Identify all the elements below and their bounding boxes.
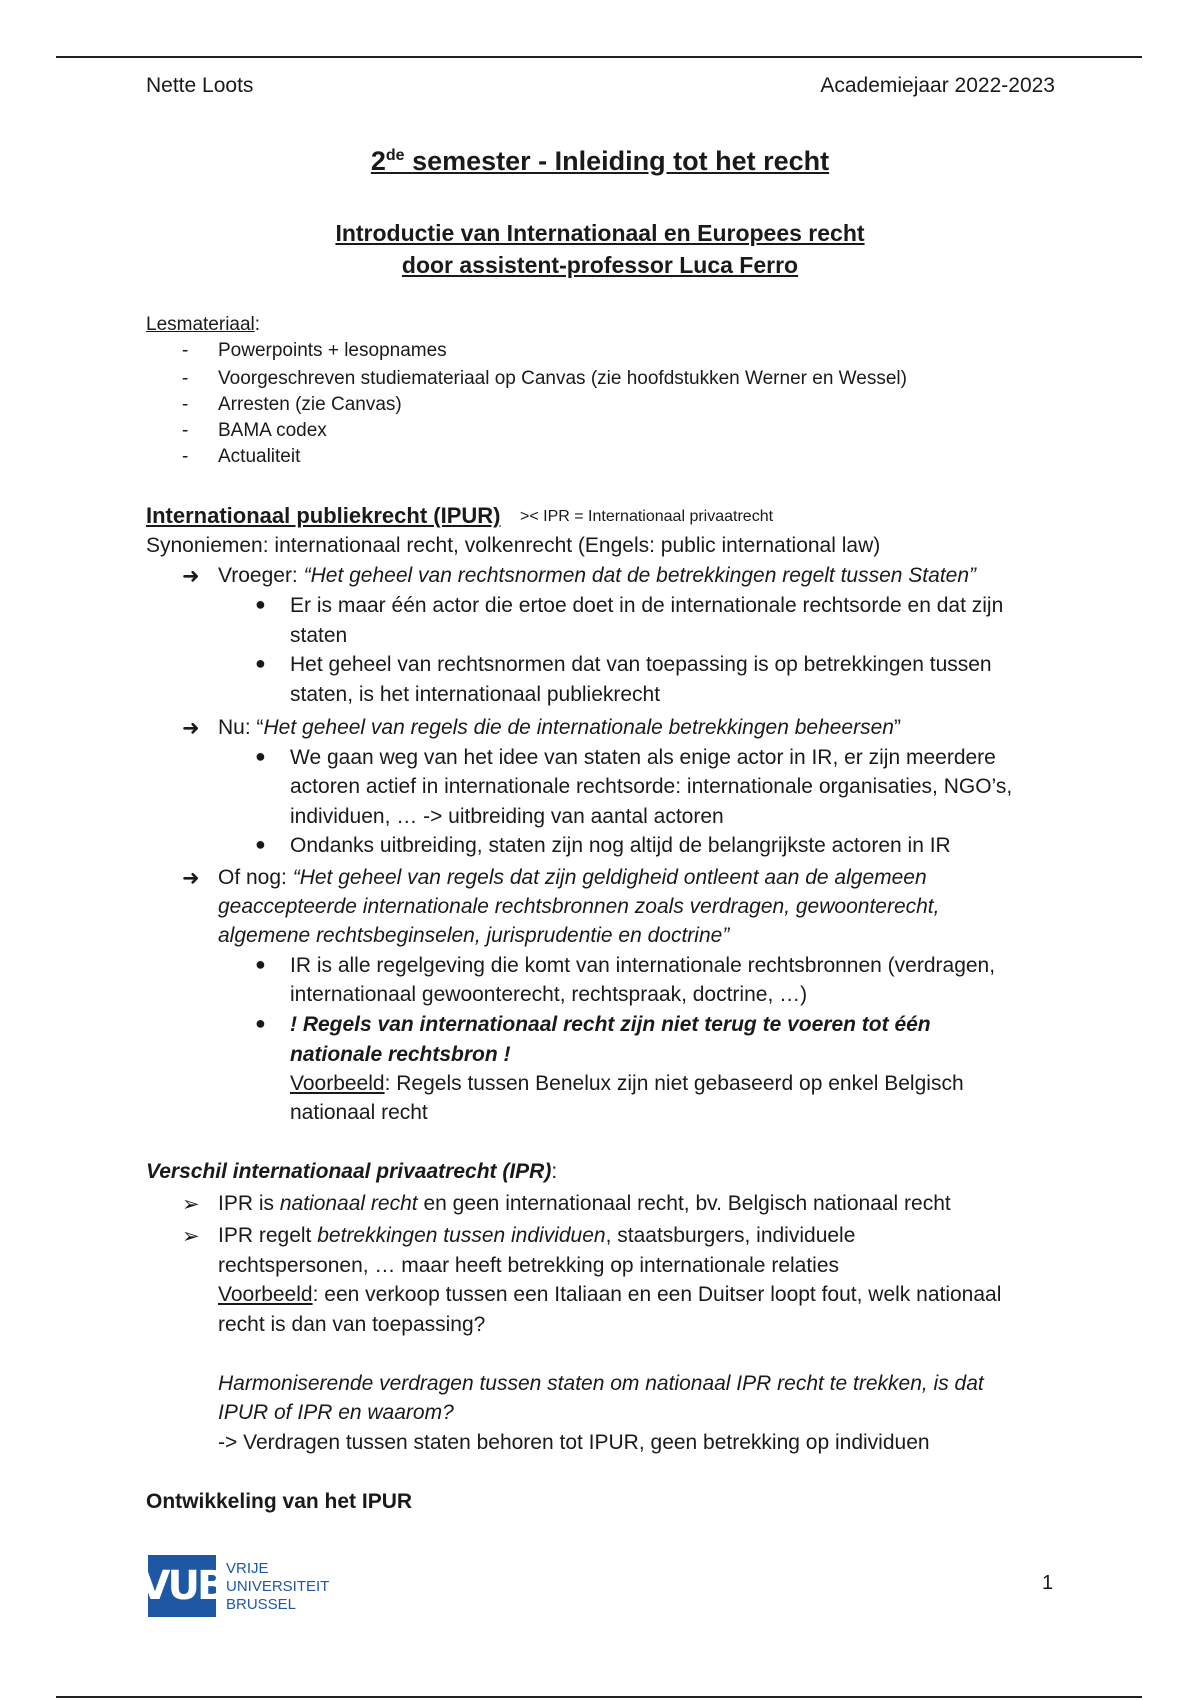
bottom-rule [56, 1696, 1142, 1698]
title-ordinal: 2 [370, 146, 386, 176]
ipr-heading: Verschil internationaal privaatrecht (IPR): [146, 1160, 558, 1183]
nu-bullet-2: Ondanks uitbreiding, staten zijn nog altijd de belangrijkste actoren in IR [290, 834, 951, 857]
vroeger-definition: Vroeger: “Het geheel van rechtsnormen dat de betrekkingen regelt tussen Staten” [218, 564, 977, 587]
arrow-marker: ➜ [182, 565, 200, 588]
vroeger-bullet-2-line-1: Het geheel van rechtsnormen dat van toepassing is op betrekkingen tussen [290, 653, 992, 676]
dash-marker: - [182, 446, 189, 467]
ipur-note: >< IPR = Internationaal privaatrecht [520, 508, 774, 525]
lesmateriaal-item: BAMA codex [218, 420, 327, 441]
arrowhead-marker: ➢ [182, 1193, 200, 1216]
title-text: semester - Inleiding tot het recht [412, 146, 830, 176]
nu-definition: Nu: “Het geheel van regels die de internationale betrekkingen beheersen” [218, 716, 901, 739]
lesmateriaal-item: Voorgeschreven studiemateriaal op Canvas (zie hoofdstukken Werner en Wessel) [218, 368, 907, 389]
nu-bullet-1-line-1: We gaan weg van het idee van staten als enige actor in IR, er zijn meerdere [290, 746, 996, 769]
ofnog-bullet-1-line-1: IR is alle regelgeving die komt van internationale rechtsbronnen (verdragen, [290, 954, 996, 977]
lesmateriaal-item: Powerpoints + lesopnames [218, 340, 447, 361]
lesmateriaal-item: Arresten (zie Canvas) [218, 394, 402, 415]
arrowhead-marker: ➢ [182, 1225, 200, 1248]
bullet-marker: ● [255, 1013, 266, 1033]
dash-marker: - [182, 368, 189, 389]
nu-bullet-1-line-2: actoren actief in internationale rechtsorde: internationale organisaties, NGO’s, [290, 775, 1013, 798]
ipr-bullet-1: IPR is nationaal recht en geen internationaal recht, bv. Belgisch nationaal recht [218, 1192, 951, 1215]
vroeger-bullet-2-line-2: staten, is het internationaal publiekrecht [290, 683, 661, 706]
bullet-marker: ● [255, 834, 266, 854]
ipr-bullet-2-line-1: IPR regelt betrekkingen tussen individuen, staatsburgers, individuele [218, 1224, 856, 1247]
dash-marker: - [182, 394, 189, 415]
vroeger-bullet-1-line-2: staten [290, 624, 348, 647]
top-rule [56, 56, 1142, 58]
ipr-voorbeeld-line-2: recht is dan van toepassing? [218, 1313, 486, 1336]
title-superscript: de [385, 147, 405, 164]
ofnog-bullet-2-line-1: ! Regels van internationaal recht zijn niet terug te voeren tot één [290, 1013, 931, 1036]
ofnog-line-2: geaccepteerde internationale rechtsbronnen zoals verdragen, gewoonterecht, [218, 895, 940, 918]
lesmateriaal-heading: Lesmateriaal: [146, 314, 261, 335]
ofnog-line-3: algemene rechtsbeginselen, jurisprudentie en doctrine” [218, 924, 730, 947]
dash-marker: - [182, 340, 189, 361]
arrow-marker: ➜ [182, 717, 200, 740]
dash-marker: - [182, 420, 189, 441]
vroeger-bullet-1-line-1: Er is maar één actor die ertoe doet in de internationale rechtsorde en dat zijn [290, 594, 1004, 617]
academic-year: Academiejaar 2022-2023 [820, 74, 1055, 97]
ipr-question-line-2: IPUR of IPR en waarom? [218, 1401, 454, 1424]
vub-logo-text: VRIJE UNIVERSITEIT BRUSSEL [226, 1560, 330, 1613]
subtitle-line-2: door assistent-professor Luca Ferro [401, 252, 799, 278]
ipr-bullet-2-line-2: rechtspersonen, … maar heeft betrekking op internationale relaties [218, 1254, 840, 1277]
bullet-marker: ● [255, 746, 266, 766]
ipr-question-line-1: Harmoniserende verdragen tussen staten om nationaal IPR recht te trekken, is dat [218, 1372, 984, 1395]
page-title [0, 146, 1200, 177]
bullet-marker: ● [255, 653, 266, 673]
ipur-voorbeeld-line-1: Voorbeeld: Regels tussen Benelux zijn niet gebaseerd op enkel Belgisch [290, 1072, 964, 1095]
ipr-voorbeeld-line-1: Voorbeeld: een verkoop tussen een Italiaan en een Duitser loopt fout, welk nationaal [218, 1283, 1002, 1306]
ofnog-line-1: Of nog: “Het geheel van regels dat zijn geldigheid ontleent aan de algemeen [218, 866, 927, 889]
vub-logo: VUB [148, 1555, 216, 1617]
lesmateriaal-item: Actualiteit [218, 446, 301, 467]
arrow-marker: ➜ [182, 867, 200, 890]
ipr-answer: -> Verdragen tussen staten behoren tot IPUR, geen betrekking op individuen [218, 1431, 930, 1454]
ofnog-bullet-1-line-2: internationaal gewoonterecht, rechtspraak, doctrine, …) [290, 983, 808, 1006]
ontwikkeling-heading: Ontwikkeling van het IPUR [146, 1490, 413, 1513]
ofnog-bullet-2-line-2: nationale rechtsbron ! [290, 1043, 511, 1066]
nu-bullet-1-line-3: individuen, … -> uitbreiding van aantal actoren [290, 805, 724, 828]
page-number: 1 [1042, 1572, 1054, 1594]
author-name: Nette Loots [146, 74, 254, 97]
bullet-marker: ● [255, 954, 266, 974]
ipur-heading: Internationaal publiekrecht (IPUR) [146, 503, 501, 528]
subtitle-line-1: Introductie van Internationaal en Europees recht [335, 220, 865, 246]
ipur-voorbeeld-line-2: nationaal recht [290, 1101, 428, 1124]
bullet-marker: ● [255, 594, 266, 614]
ipur-synonyms: Synoniemen: internationaal recht, volkenrecht (Engels: public international law) [146, 534, 881, 557]
